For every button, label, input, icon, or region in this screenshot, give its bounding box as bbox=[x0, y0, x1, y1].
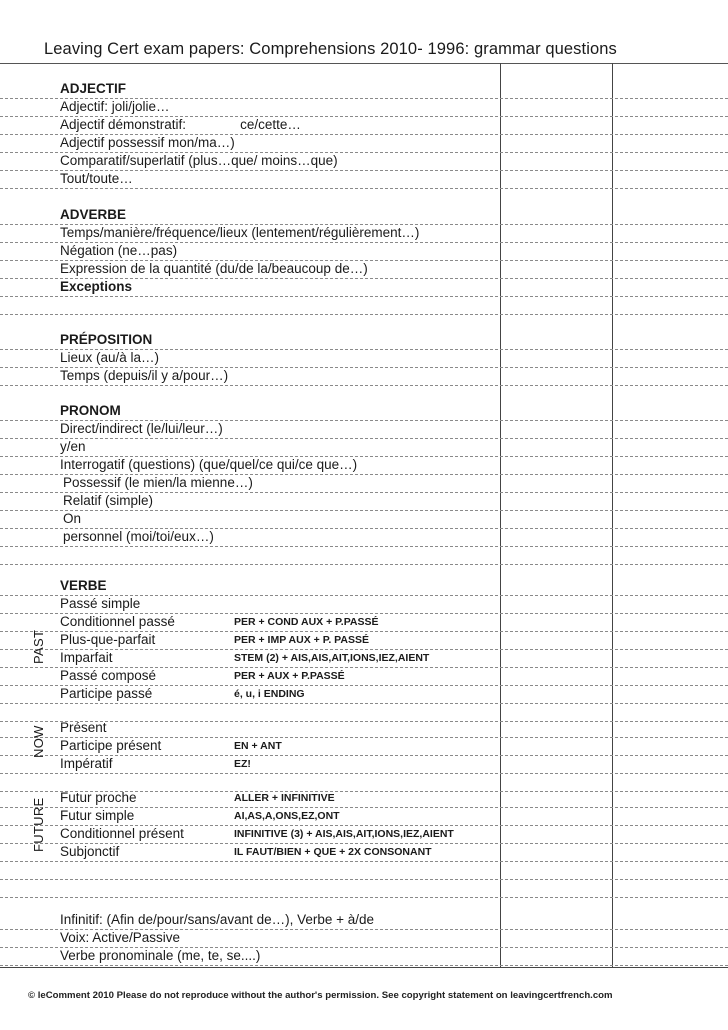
row-label-part: Adjectif démonstratif: bbox=[60, 117, 187, 132]
table-row bbox=[0, 332, 728, 350]
table-row bbox=[0, 493, 728, 511]
tense-rule: EN + ANT bbox=[234, 740, 282, 752]
title-rule bbox=[0, 63, 728, 64]
table-row bbox=[0, 421, 728, 439]
row-label: y/en bbox=[60, 439, 86, 454]
table-row bbox=[0, 207, 728, 225]
row-label: Futur proche bbox=[60, 790, 137, 805]
table-row bbox=[0, 135, 728, 153]
row-label: Direct/indirect (le/lui/leur…) bbox=[60, 421, 223, 436]
table-row bbox=[0, 475, 728, 493]
tense-rule: AI,AS,A,ONS,EZ,ONT bbox=[234, 810, 340, 822]
row-label: Expression de la quantité (du/de la/beaucoup de…) bbox=[60, 261, 368, 276]
row-label: personnel (moi/toi/eux…) bbox=[63, 529, 214, 544]
row-label: Infinitif: (Afin de/pour/sans/avant de…), Verbe + à/de bbox=[60, 912, 375, 927]
row-label: Conditionnel présent bbox=[60, 826, 184, 841]
section-heading-pronom: PRONOM bbox=[60, 403, 121, 418]
table-row bbox=[0, 225, 728, 243]
table-row bbox=[0, 279, 728, 297]
row-label: Imparfait bbox=[60, 650, 113, 665]
row-label: Tout/toute… bbox=[60, 171, 133, 186]
row-label: Passé composé bbox=[60, 668, 157, 683]
table-row bbox=[0, 930, 728, 948]
row-label: Participe présent bbox=[60, 738, 162, 753]
table-row bbox=[0, 578, 728, 596]
table-row bbox=[0, 261, 728, 279]
table-row bbox=[0, 297, 728, 315]
row-label: Subjonctif bbox=[60, 844, 120, 859]
row-label: Voix: Active/Passive bbox=[60, 930, 181, 945]
table-row bbox=[0, 668, 728, 686]
table-row bbox=[0, 529, 728, 547]
table-row bbox=[0, 808, 728, 826]
bottom-rule bbox=[0, 967, 728, 968]
tense-rule: ALLER + INFINITIVE bbox=[234, 792, 335, 804]
table-row bbox=[0, 153, 728, 171]
table-row bbox=[0, 650, 728, 668]
row-label-part: ce/cette… bbox=[240, 117, 301, 132]
row-label: On bbox=[63, 511, 82, 526]
table-row bbox=[0, 368, 728, 386]
row-label: Adjectif: joli/jolie… bbox=[60, 99, 170, 114]
row-label: Présent bbox=[60, 720, 107, 735]
row-label: Futur simple bbox=[60, 808, 135, 823]
table-row bbox=[0, 720, 728, 738]
table-row bbox=[0, 756, 728, 774]
table-row bbox=[0, 171, 728, 189]
side-label-past: PAST bbox=[31, 629, 46, 664]
row-label: Comparatif/superlatif (plus…que/ moins…que) bbox=[60, 153, 338, 168]
page-title: Leaving Cert exam papers: Comprehensions 2010- 1996: grammar questions bbox=[44, 40, 617, 58]
table-row bbox=[0, 614, 728, 632]
table-row bbox=[0, 880, 728, 898]
table-row bbox=[0, 439, 728, 457]
section-heading-preposition: PRÉPOSITION bbox=[60, 332, 153, 347]
table-row bbox=[0, 862, 728, 880]
row-label: Exceptions bbox=[60, 279, 133, 294]
table-row bbox=[0, 81, 728, 99]
tense-rule: é, u, i ENDING bbox=[234, 688, 305, 700]
table-row bbox=[0, 826, 728, 844]
section-heading-verbe: VERBE bbox=[60, 578, 107, 593]
row-label: Temps/manière/fréquence/lieux (lentement/régulièrement…) bbox=[60, 225, 420, 240]
tense-rule: STEM (2) + AIS,AIS,AIT,IONS,IEZ,AIENT bbox=[234, 652, 430, 664]
table-row bbox=[0, 596, 728, 614]
row-label: Conditionnel passé bbox=[60, 614, 175, 629]
row-label: Impératif bbox=[60, 756, 113, 771]
row-label: Plus-que-parfait bbox=[60, 632, 156, 647]
table-row bbox=[0, 511, 728, 529]
row-label: Relatif (simple) bbox=[63, 493, 154, 508]
row-label: Verbe pronominale (me, te, se....) bbox=[60, 948, 261, 963]
table-row bbox=[0, 350, 728, 368]
table-row bbox=[0, 243, 728, 261]
table-row bbox=[0, 948, 728, 966]
row-label: Participe passé bbox=[60, 686, 153, 701]
table-row bbox=[0, 403, 728, 421]
table-row bbox=[0, 632, 728, 650]
table-row bbox=[0, 738, 728, 756]
table-row bbox=[0, 457, 728, 475]
table-row bbox=[0, 117, 728, 135]
row-label: Lieux (au/à la…) bbox=[60, 350, 160, 365]
side-label-future: FUTURE bbox=[31, 797, 46, 852]
row-label: Temps (depuis/il y a/pour…) bbox=[60, 368, 229, 383]
copyright-footer: © leComment 2010 Please do not reproduce without the author's permission. See copyright statement on leavingcertfrench.com bbox=[28, 990, 613, 1001]
tense-rule: PER + IMP AUX + P. PASSÉ bbox=[234, 634, 369, 646]
tense-rule: PER + AUX + P.PASSÉ bbox=[234, 670, 345, 682]
row-label: Possessif (le mien/la mienne…) bbox=[63, 475, 253, 490]
tense-rule: IL FAUT/BIEN + QUE + 2X CONSONANT bbox=[234, 846, 432, 858]
tense-rule: EZ! bbox=[234, 758, 251, 770]
row-label: Interrogatif (questions) (que/quel/ce qui/ce que…) bbox=[60, 457, 358, 472]
row-label: Négation (ne…pas) bbox=[60, 243, 178, 258]
side-label-now: NOW bbox=[31, 725, 46, 758]
row-label: Passé simple bbox=[60, 596, 141, 611]
table-row bbox=[0, 547, 728, 565]
table-row bbox=[0, 790, 728, 808]
row-label: Adjectif possessif mon/ma…) bbox=[60, 135, 235, 150]
section-heading-adverbe: ADVERBE bbox=[60, 207, 127, 222]
table-row bbox=[0, 686, 728, 704]
table-row bbox=[0, 99, 728, 117]
table-row bbox=[0, 912, 728, 930]
table-row bbox=[0, 844, 728, 862]
section-heading-adjectif: ADJECTIF bbox=[60, 81, 127, 96]
tense-rule: INFINITIVE (3) + AIS,AIS,AIT,IONS,IEZ,AIENT bbox=[234, 828, 454, 840]
tense-rule: PER + COND AUX + P.PASSÉ bbox=[234, 616, 379, 628]
row-label bbox=[60, 117, 301, 133]
